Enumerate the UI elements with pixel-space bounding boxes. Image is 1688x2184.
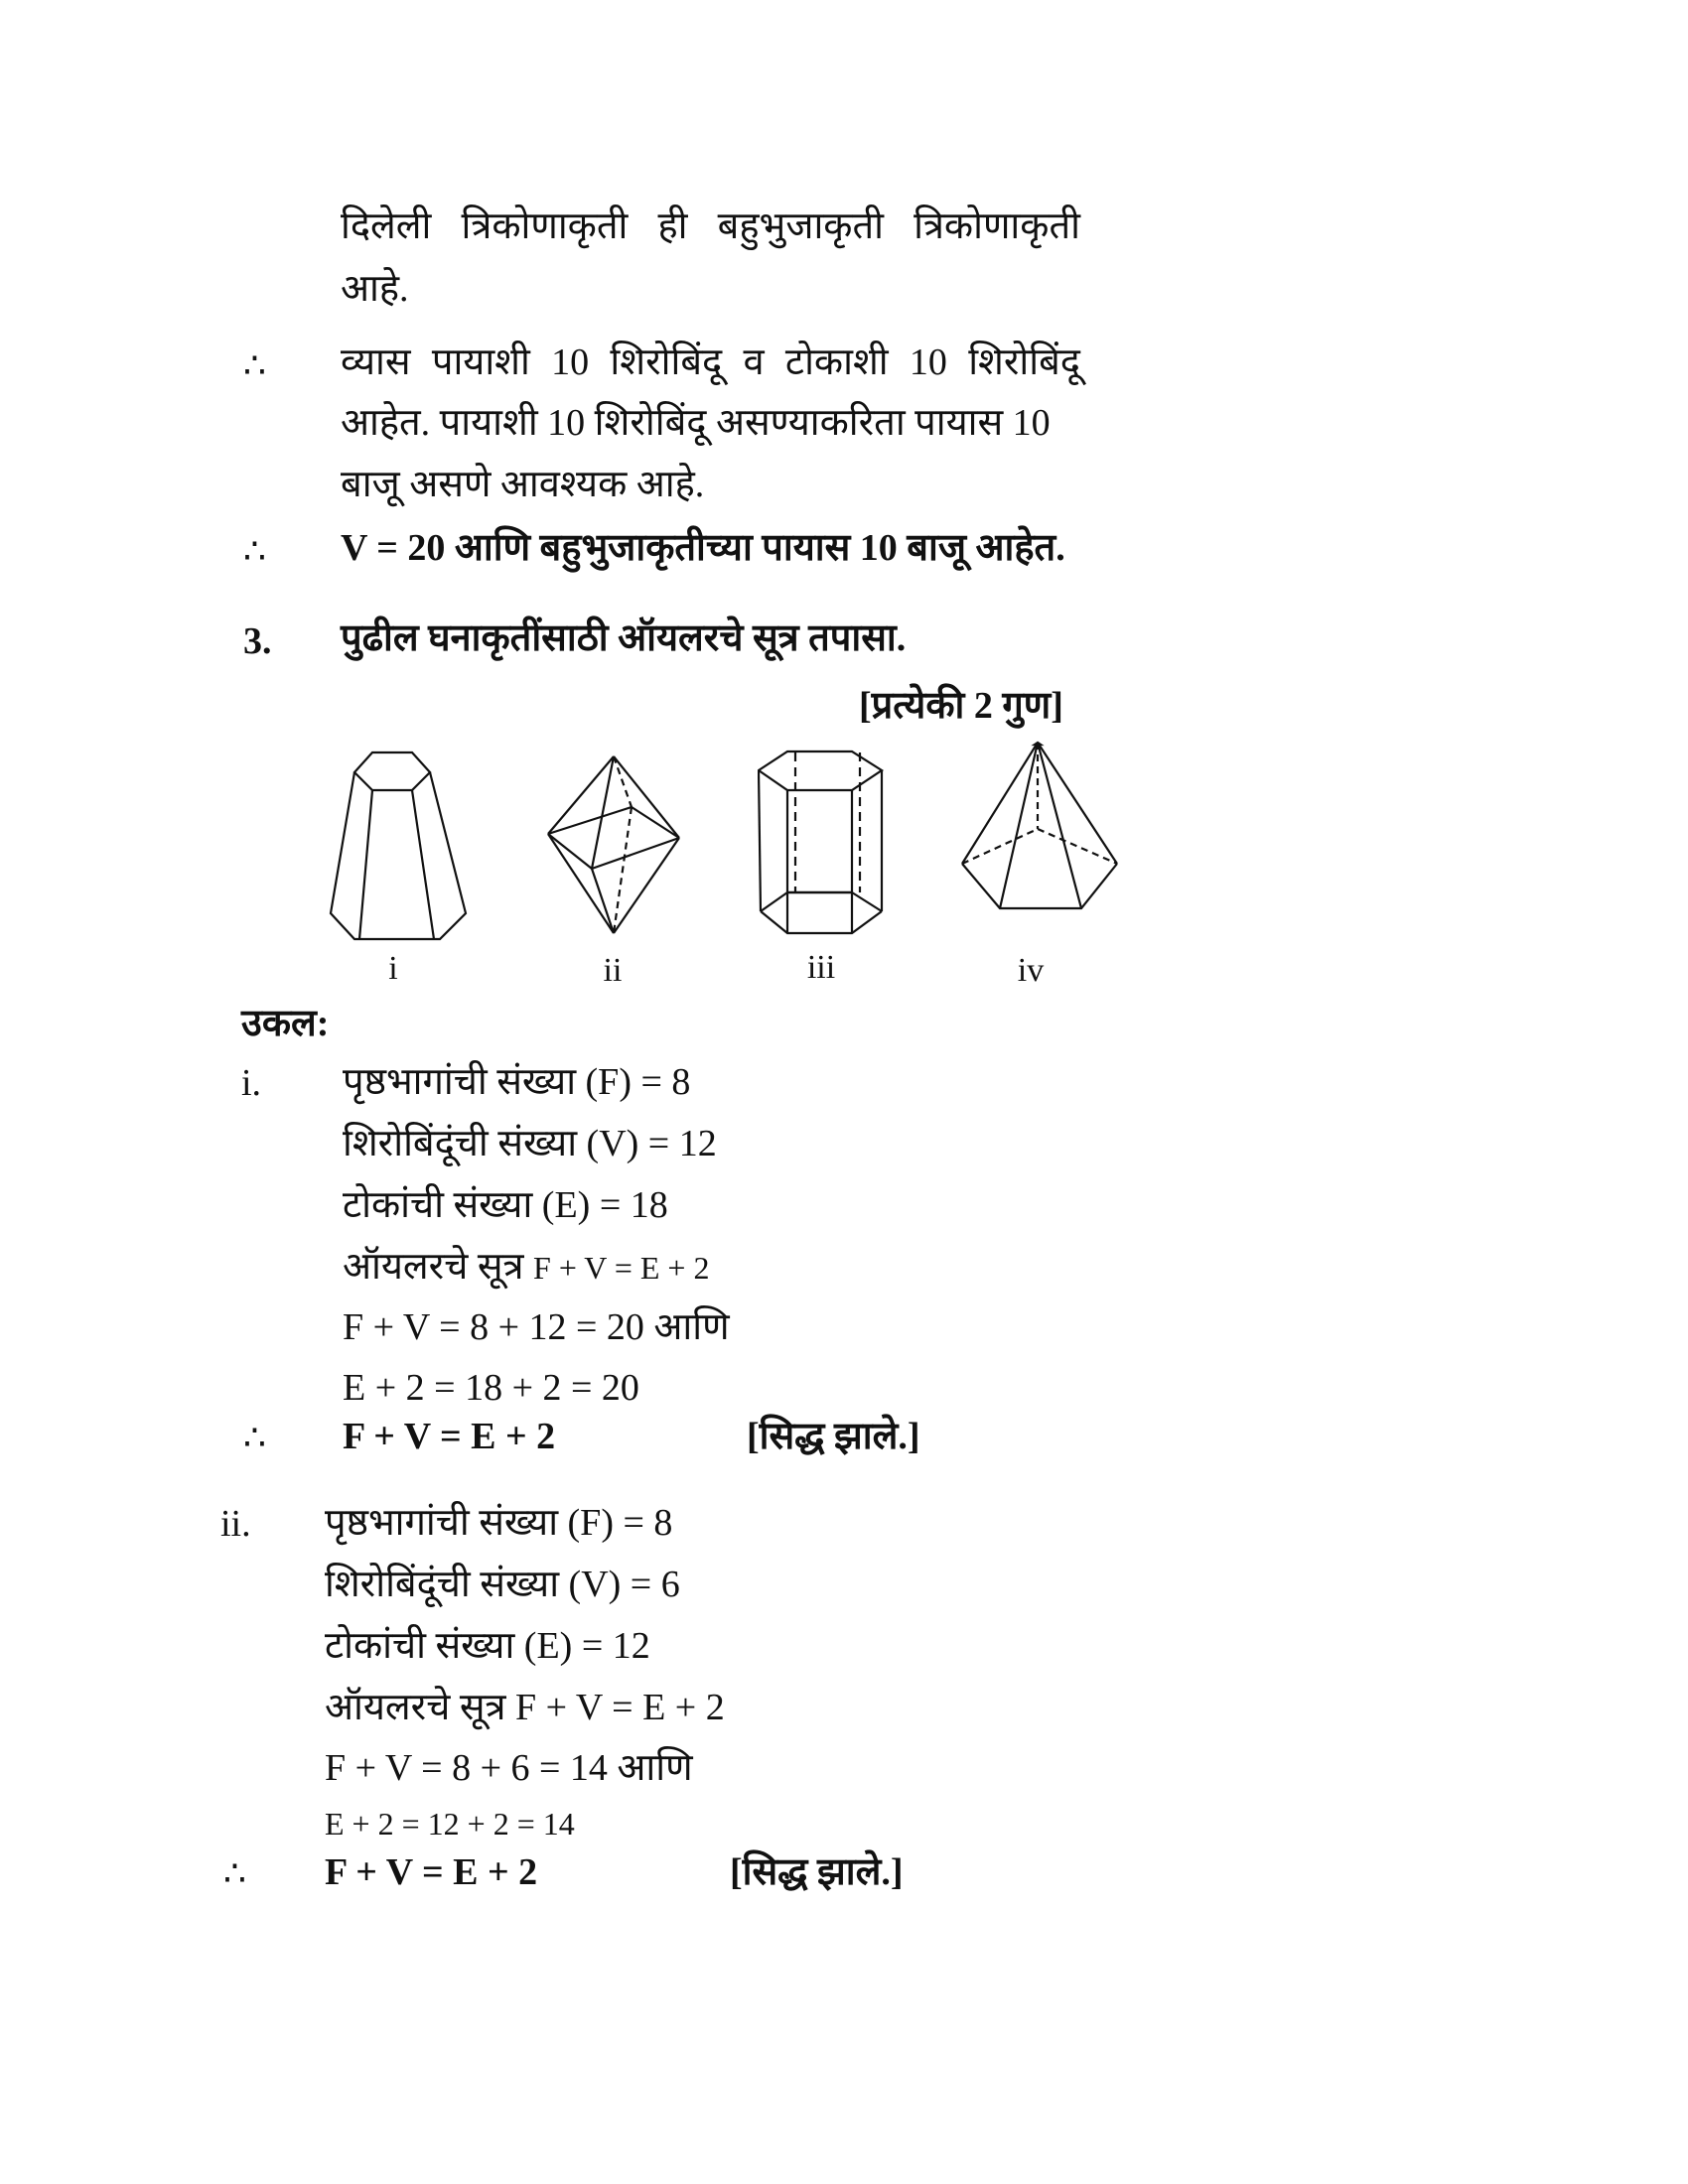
figure-label: i	[388, 950, 398, 987]
pentagonal-pyramid-figure	[960, 740, 1119, 923]
vertices-line: शिरोबिंदूंची संख्या (V) = 6	[325, 1564, 680, 1605]
formula-label: ऑयलरचे सूत्र	[343, 1246, 534, 1288]
proved-label: [सिद्ध झाले.]	[730, 1851, 904, 1893]
figure-label: ii	[603, 952, 623, 989]
word: व्यास	[341, 341, 411, 383]
word: 10	[909, 341, 947, 383]
reasoning-conclusion: V = 20 आणि बहुभुजाकृतीच्या पायास 10 बाजू आहेत.	[341, 527, 1065, 569]
rhs-line: E + 2 = 18 + 2 = 20	[343, 1367, 639, 1409]
figure-label: iv	[1017, 952, 1045, 989]
hexagonal-frustum-figure	[323, 745, 482, 943]
word: दिलेली	[341, 205, 432, 247]
hexagonal-prism-figure	[758, 749, 887, 937]
word: शिरोबिंदू	[968, 341, 1080, 383]
formula-label: ऑयलरचे सूत्र	[325, 1687, 516, 1728]
octahedron-figure	[544, 754, 683, 938]
question-number: 3.	[243, 620, 272, 662]
marks-label: [प्रत्येकी 2 गुण]	[859, 685, 1063, 727]
word: पायाशी	[431, 341, 530, 383]
reasoning-line-2: आहेत. पायाशी 10 शिरोबिंदू असण्याकरिता पायास 10	[341, 402, 1051, 444]
therefore-symbol: ∴	[243, 1418, 266, 1457]
formula: F + V = E + 2	[515, 1687, 725, 1728]
therefore-symbol: ∴	[223, 1853, 246, 1893]
result-line: F + V = E + 2	[325, 1851, 538, 1893]
faces-line: पृष्ठभागांची संख्या (F) = 8	[325, 1502, 673, 1544]
lhs-line: F + V = 8 + 12 = 20 आणि	[343, 1306, 730, 1348]
part-number: i.	[241, 1062, 262, 1104]
reasoning-line-1	[341, 340, 1080, 385]
word: त्रिकोणाकृती	[461, 205, 629, 247]
figure-label: iii	[806, 949, 836, 986]
proved-label: [सिद्ध झाले.]	[747, 1416, 920, 1457]
rhs-line: E + 2 = 12 + 2 = 14	[325, 1806, 575, 1842]
solution-heading: उकल:	[241, 1003, 330, 1044]
reasoning-line-3: बाजू असणे आवश्यक आहे.	[341, 464, 705, 505]
word: ही	[657, 205, 688, 247]
formula: F + V = E + 2	[533, 1250, 710, 1286]
edges-line: टोकांची संख्या (E) = 12	[325, 1625, 650, 1667]
result-line: F + V = E + 2	[343, 1416, 556, 1457]
continuation-line-1	[341, 204, 1080, 249]
word: टोकाशी	[784, 341, 889, 383]
question-text: पुढील घनाकृतींसाठी ऑयलरचे सूत्र तपासा.	[341, 617, 907, 659]
formula-line	[343, 1244, 709, 1291]
word: 10	[551, 341, 590, 383]
part-number: ii.	[220, 1503, 251, 1545]
lhs-line: F + V = 8 + 6 = 14 आणि	[325, 1747, 693, 1789]
edges-line: टोकांची संख्या (E) = 18	[343, 1184, 668, 1226]
word: त्रिकोणाकृती	[914, 205, 1080, 247]
word: व	[743, 341, 765, 383]
therefore-symbol: ∴	[243, 345, 266, 385]
faces-line: पृष्ठभागांची संख्या (F) = 8	[343, 1061, 691, 1103]
formula-line	[325, 1685, 725, 1730]
word: बहुभुजाकृती	[717, 205, 884, 247]
word: शिरोबिंदू	[610, 341, 723, 383]
therefore-symbol: ∴	[243, 531, 266, 571]
vertices-line: शिरोबिंदूंची संख्या (V) = 12	[343, 1123, 717, 1164]
continuation-line-2: आहे.	[341, 268, 409, 310]
